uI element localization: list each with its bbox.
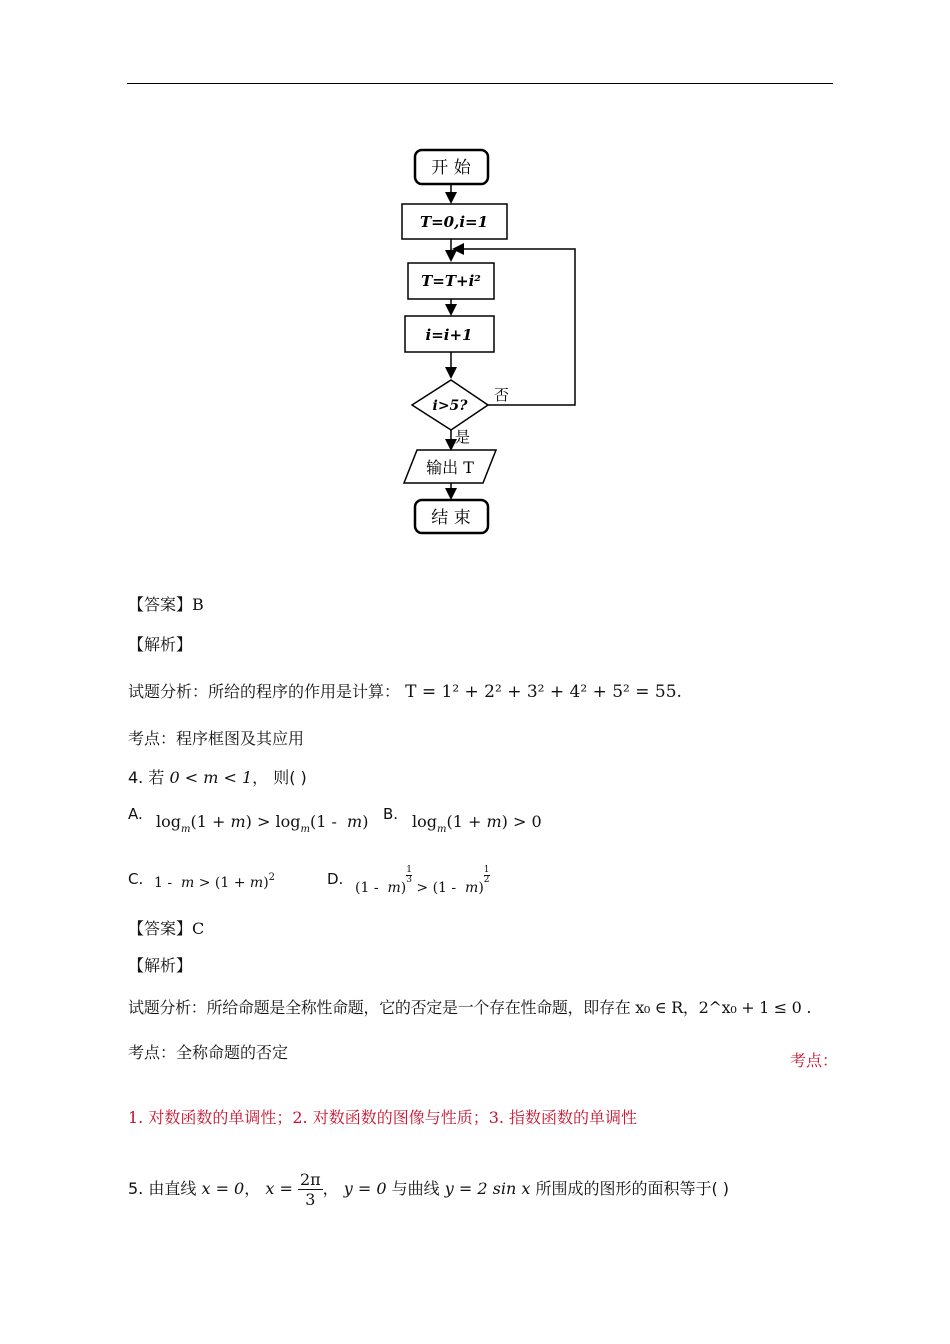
yes-label: 是 [455, 428, 471, 446]
q4-stem [128, 765, 307, 788]
header-rule [127, 83, 833, 84]
flowchart-svg [395, 143, 585, 538]
q5-frac-num: 2π [299, 1170, 321, 1189]
q4-stem-prefix: 4. 若 [128, 768, 165, 787]
q4-option-b-label: B. [383, 805, 399, 823]
q3-analysis-formula: T = 1² + 2² + 3² + 4² + 5² = 55. [405, 682, 682, 702]
q3-analysis [128, 679, 682, 702]
red-kaodian-label: 考点： [790, 1051, 839, 1070]
q5-x0: x = 0 [201, 1179, 245, 1198]
q3-answer [128, 592, 204, 615]
init-label: T=0,i=1 [419, 213, 489, 231]
q3-answer-value: B [192, 595, 204, 614]
q4-analysis [128, 995, 811, 1018]
flowchart [395, 143, 585, 538]
q4-option-d-math: (1 - m) $\frac{1}{3} > (1 - m)$ $\frac{1}{2}$ [355, 865, 490, 896]
q5-fraction [298, 1170, 323, 1209]
q4-answer [128, 916, 204, 939]
q4-option-a-math: $\log_m(1 + m) > \log_m(1 - m)$ [156, 812, 369, 835]
q5-prefix: 5. 由直线 [128, 1179, 197, 1198]
q5-suffix: 所围成的图形的面积等于( ) [535, 1179, 730, 1198]
q3-analysis-label: 【解析】 [128, 635, 193, 654]
q5-curve: y = 2 sin x [444, 1179, 531, 1198]
update-t-label: T=T+i² [421, 272, 481, 290]
q5-x-eq: x = [265, 1179, 293, 1198]
condition-label: i>5? [432, 398, 468, 414]
update-i-label: i=i+1 [425, 326, 473, 344]
q4-answer-value: C [192, 919, 205, 938]
q5-mid: 与曲线 [391, 1179, 440, 1198]
q5-stem: 5. 由直线 x = 0， x = $\frac{2\pi}{3}$ ， y = 0 与曲线 y = 2 sin x 所围成的图形的面积等于( ) [128, 1170, 730, 1209]
q4-option-c-label: C. [128, 870, 144, 888]
q3-kaodian: 考点：程序框图及其应用 [128, 729, 305, 748]
q4-option-d-label: D. [327, 870, 344, 888]
start-label: 开 始 [431, 158, 471, 178]
q3-answer-label: 【答案】 [128, 595, 193, 614]
q4-option-b-math: $\log_m(1 + m) > 0$ [412, 812, 542, 835]
q5-y0: y = 0 [343, 1179, 387, 1198]
q5-frac-den: 3 [305, 1190, 316, 1209]
q4-stem-suffix: ， 则( ) [252, 768, 307, 787]
q4-kaodian: 考点：全称命题的否定 [128, 1043, 289, 1062]
q4-analysis-label: 【解析】 [128, 956, 193, 975]
red-kaodian-text: 1. 对数函数的单调性；2. 对数函数的图像与性质；3. 指数函数的单调性 [128, 1108, 638, 1127]
q4-option-c-math: $1 - m > (1 + m)^2$ [154, 872, 276, 891]
q4-analysis-text: 试题分析：所给命题是全称性命题，它的否定是一个存在性命题，即存在 [128, 998, 631, 1017]
q4-answer-label: 【答案】 [128, 919, 193, 938]
output-label: 输出 T [426, 458, 474, 477]
q4-analysis-math: x₀ ∈ R，2^x₀ + 1 ≤ 0 . [635, 998, 812, 1017]
no-label: 否 [494, 386, 510, 404]
q4-stem-condition: 0 < m < 1 [169, 768, 253, 787]
q3-analysis-prefix: 试题分析：所给的程序的作用是计算： [128, 682, 401, 701]
q4-option-a-label: A. [128, 805, 143, 823]
end-label: 结 束 [431, 508, 471, 528]
